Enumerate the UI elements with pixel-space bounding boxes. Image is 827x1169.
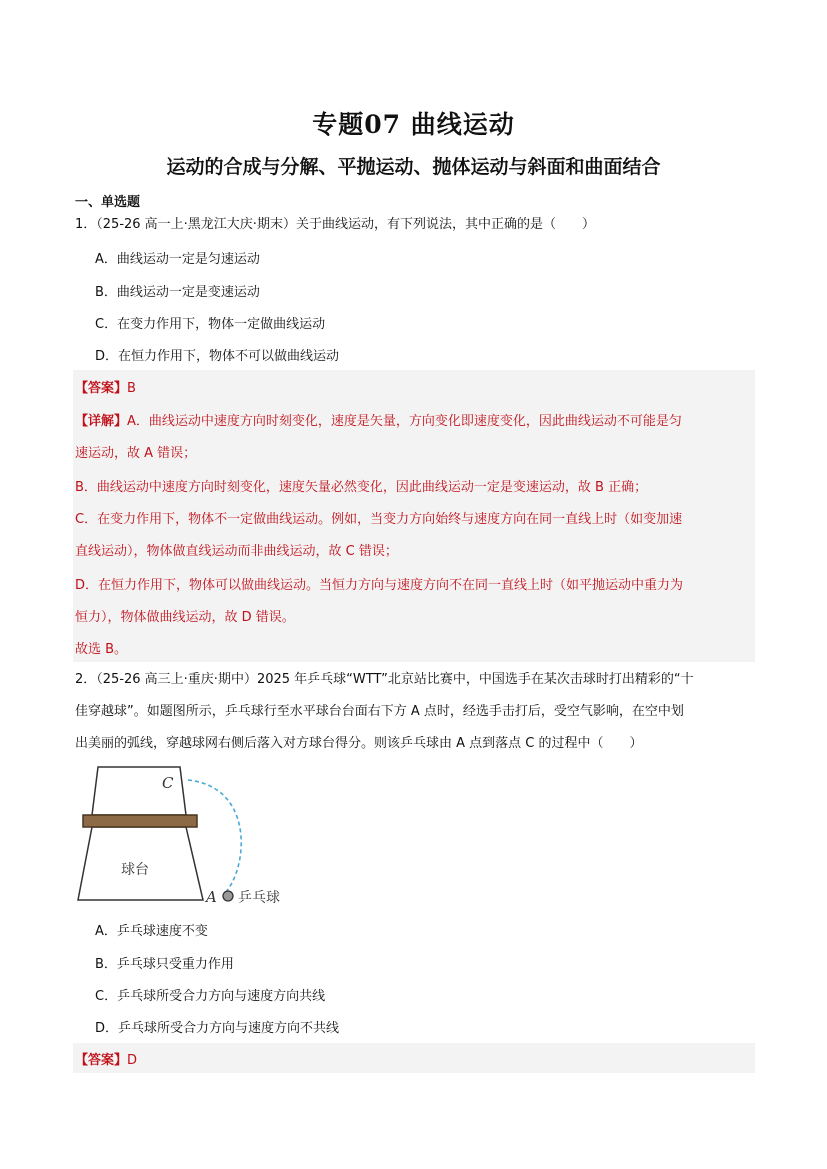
question-1-detail-line-4: C．在变力作用下，物体不一定做曲线运动。例如，当变力方向始终与速度方向在同一直线上时（如变加速 (75, 512, 683, 527)
question-2-option-c: C．乒乓球所受合力方向与速度方向共线 (95, 989, 326, 1004)
question-2-stem-line-1: 2．（25-26 高三上·重庆·期中）2025 年乒乓球“WTT”北京站比赛中，中国选手在某次击球时打出精彩的“十 (75, 672, 694, 687)
answer-tag: 【答案】 (75, 381, 128, 396)
question-1-detail-line-2: 速运动，故 A 错误； (75, 446, 197, 461)
ball-label: 乒乓球 (238, 890, 280, 906)
question-1-option-c: C．在变力作用下，物体一定做曲线运动 (95, 317, 326, 332)
question-1-detail-line-5: 直线运动），物体做直线运动而非曲线运动，故 C 错误； (75, 544, 398, 559)
question-1-stem: 1．（25-26 高一上·黑龙江大庆·期末）关于曲线运动，有下列说法，其中正确的是（ ） (75, 217, 595, 232)
page-title: 专题07 曲线运动 (312, 110, 515, 139)
table-net (83, 815, 197, 827)
label-c: C (162, 774, 174, 792)
answer-value: D (127, 1053, 138, 1068)
question-1-detail-line-1 (75, 410, 682, 429)
label-a: A (206, 888, 217, 906)
detail-tag: 【详解】 (75, 414, 128, 429)
question-2-stem-line-3: 出美丽的弧线，穿越球网右侧后落入对方球台得分。则该乒乓球由 A 点到落点 C 的过程中（ ） (75, 736, 643, 751)
detail-text: A．曲线运动中速度方向时刻变化，速度是矢量，方向变化即速度变化，因此曲线运动不可能是匀 (127, 414, 682, 429)
question-1-option-b: B．曲线运动一定是变速运动 (95, 285, 260, 300)
page-subtitle: 运动的合成与分解、平抛运动、抛体运动与斜面和曲面结合 (166, 156, 661, 178)
question-1-option-a: A．曲线运动一定是匀速运动 (95, 252, 260, 267)
question-2-option-a: A．乒乓球速度不变 (95, 924, 208, 939)
ping-pong-ball (223, 891, 233, 901)
answer-value: B (127, 381, 136, 396)
question-2-answer (75, 1049, 137, 1068)
answer-tag: 【答案】 (75, 1053, 128, 1068)
question-1-detail-line-3: B．曲线运动中速度方向时刻变化，速度矢量必然变化，因此曲线运动一定是变速运动，故 B 正确； (75, 480, 648, 495)
question-2-answer-box (73, 1043, 755, 1073)
question-1-detail-line-6: D．在恒力作用下，物体可以做曲线运动。当恒力方向与速度方向不在同一直线上时（如平抛运动中重力为 (75, 578, 684, 593)
table-label: 球台 (121, 862, 149, 878)
question-1-option-d: D．在恒力作用下，物体不可以做曲线运动 (95, 349, 340, 364)
section-heading: 一、单选题 (75, 195, 141, 210)
ball-trajectory (188, 780, 241, 893)
question-1-detail-line-7: 恒力），物体做曲线运动，故 D 错误。 (75, 610, 295, 625)
question-2-option-b: B．乒乓球只受重力作用 (95, 957, 234, 972)
ping-pong-figure (70, 763, 300, 909)
question-1-answer (75, 377, 136, 396)
question-2-option-d: D．乒乓球所受合力方向与速度方向不共线 (95, 1021, 340, 1036)
question-1-detail-line-8: 故选 B。 (75, 642, 128, 657)
question-2-stem-line-2: 佳穿越球”。如题图所示，乒乓球行至水平球台台面右下方 A 点时，经选手击打后，受空气影响，在空中划 (75, 704, 684, 719)
